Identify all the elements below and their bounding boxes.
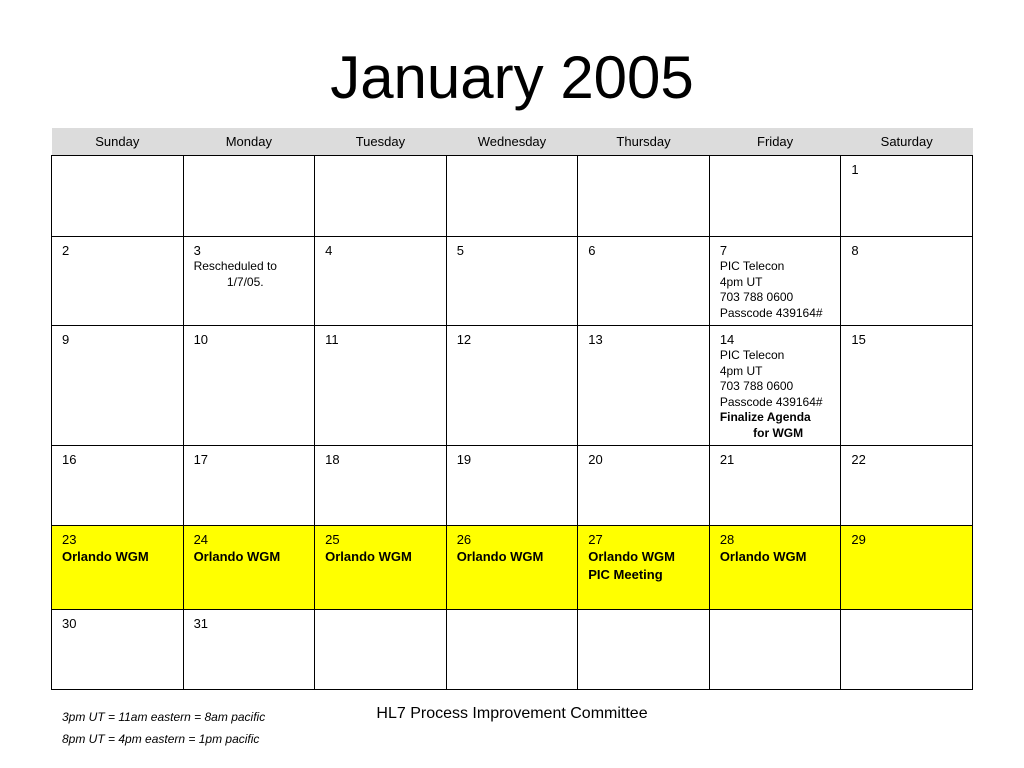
timezone-line: 8pm UT = 4pm eastern = 1pm pacific bbox=[62, 732, 260, 746]
event-label: Orlando WGM bbox=[325, 549, 412, 564]
day-cell bbox=[578, 446, 710, 526]
day-number: 28 bbox=[719, 532, 735, 547]
day-note: PIC Telecon 4pm UT 703 788 0600 Passcode 439164# bbox=[719, 348, 823, 409]
day-cell bbox=[446, 446, 578, 526]
week-row bbox=[52, 526, 973, 610]
day-cell bbox=[841, 326, 973, 446]
day-cell bbox=[315, 326, 447, 446]
day-cell bbox=[52, 526, 184, 610]
day-number: 9 bbox=[62, 332, 70, 347]
weekday-header: Monday bbox=[183, 128, 315, 156]
weekday-header: Friday bbox=[709, 128, 841, 156]
day-cell bbox=[183, 446, 315, 526]
weekday-header: Sunday bbox=[52, 128, 184, 156]
week-row bbox=[52, 156, 973, 237]
day-number: 29 bbox=[851, 532, 866, 547]
day-cell bbox=[52, 156, 184, 237]
day-cell bbox=[446, 237, 578, 326]
day-number: 20 bbox=[588, 452, 603, 467]
day-number: 17 bbox=[193, 452, 209, 467]
event-label: Orlando WGM bbox=[193, 549, 281, 564]
day-number: 16 bbox=[62, 452, 77, 467]
day-number: 22 bbox=[851, 452, 866, 467]
day-number: 7 bbox=[719, 243, 728, 258]
day-note: Rescheduled to 1/7/05. bbox=[193, 259, 277, 289]
week-row bbox=[52, 237, 973, 326]
weekday-header: Saturday bbox=[841, 128, 973, 156]
day-number: 27 bbox=[588, 532, 603, 547]
day-cell bbox=[841, 610, 973, 690]
day-cell bbox=[446, 156, 578, 237]
day-cell bbox=[183, 326, 315, 446]
day-note: PIC Telecon 4pm UT 703 788 0600 Passcode 439164# bbox=[719, 259, 823, 320]
page-title: January 2005 bbox=[330, 44, 694, 111]
day-cell bbox=[841, 526, 973, 610]
day-number: 14 bbox=[719, 332, 735, 347]
timezone-line: 3pm UT = 11am eastern = 8am pacific bbox=[62, 710, 266, 724]
weekday-header-row bbox=[52, 128, 973, 156]
day-cell bbox=[52, 326, 184, 446]
day-number: 10 bbox=[193, 332, 209, 347]
day-note: Finalize Agenda for WGM bbox=[719, 410, 811, 440]
day-cell bbox=[709, 237, 841, 326]
day-cell bbox=[446, 526, 578, 610]
week-row bbox=[52, 326, 973, 446]
day-cell bbox=[709, 610, 841, 690]
day-cell bbox=[578, 610, 710, 690]
day-number: 23 bbox=[62, 532, 77, 547]
day-cell bbox=[709, 526, 841, 610]
day-number: 31 bbox=[193, 616, 209, 631]
day-cell bbox=[841, 237, 973, 326]
day-cell bbox=[52, 237, 184, 326]
week-row bbox=[52, 610, 973, 690]
day-number: 15 bbox=[851, 332, 866, 347]
day-number: 24 bbox=[193, 532, 209, 547]
day-cell bbox=[578, 237, 710, 326]
day-number: 30 bbox=[62, 616, 77, 631]
day-number: 4 bbox=[325, 243, 333, 258]
event-label: Orlando WGM bbox=[588, 549, 675, 564]
day-cell bbox=[709, 326, 841, 446]
day-number: 2 bbox=[62, 243, 70, 258]
event-label: Orlando WGM bbox=[719, 549, 807, 564]
day-number: 8 bbox=[851, 243, 859, 258]
day-cell bbox=[315, 526, 447, 610]
day-cell bbox=[183, 610, 315, 690]
day-cell bbox=[183, 156, 315, 237]
committee-name: HL7 Process Improvement Committee bbox=[376, 705, 648, 722]
day-number: 25 bbox=[325, 532, 340, 547]
day-number: 1 bbox=[851, 162, 859, 177]
day-cell bbox=[841, 156, 973, 237]
day-cell bbox=[52, 610, 184, 690]
day-number: 5 bbox=[456, 243, 464, 258]
day-cell bbox=[52, 446, 184, 526]
day-number: 19 bbox=[456, 452, 472, 467]
day-number: 11 bbox=[325, 332, 339, 347]
day-cell bbox=[446, 610, 578, 690]
day-number: 18 bbox=[325, 452, 340, 467]
day-cell bbox=[315, 446, 447, 526]
event-label: Orlando WGM bbox=[62, 549, 149, 564]
day-cell bbox=[315, 610, 447, 690]
day-number: 12 bbox=[456, 332, 472, 347]
event-label: Orlando WGM bbox=[456, 549, 544, 564]
day-cell bbox=[578, 526, 710, 610]
day-cell bbox=[709, 446, 841, 526]
event-label: PIC Meeting bbox=[588, 567, 663, 582]
calendar-grid bbox=[51, 128, 973, 690]
day-number: 21 bbox=[719, 452, 735, 467]
day-cell bbox=[578, 156, 710, 237]
day-number: 26 bbox=[456, 532, 472, 547]
weekday-header: Thursday bbox=[578, 128, 710, 156]
day-cell bbox=[183, 526, 315, 610]
day-number: 13 bbox=[588, 332, 603, 347]
day-cell bbox=[315, 237, 447, 326]
day-cell bbox=[183, 237, 315, 326]
day-cell bbox=[315, 156, 447, 237]
week-row bbox=[52, 446, 973, 526]
day-cell bbox=[578, 326, 710, 446]
weekday-header: Wednesday bbox=[446, 128, 578, 156]
weekday-header: Tuesday bbox=[315, 128, 447, 156]
day-cell bbox=[841, 446, 973, 526]
day-number: 6 bbox=[588, 243, 596, 258]
day-cell bbox=[709, 156, 841, 237]
day-number: 3 bbox=[193, 243, 201, 258]
day-cell bbox=[446, 326, 578, 446]
